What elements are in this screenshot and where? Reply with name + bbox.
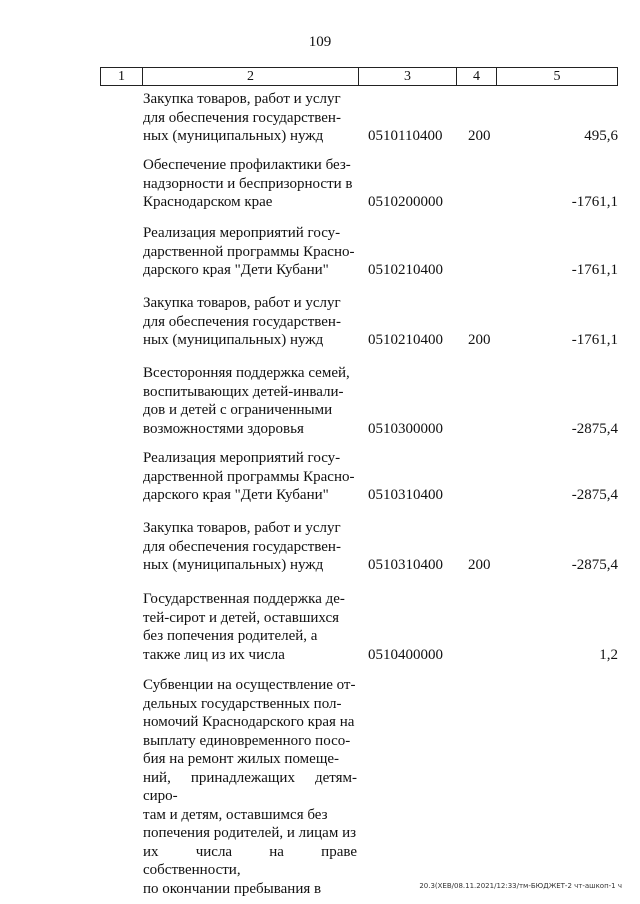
description-line: бия на ремонт жилых помеще- (143, 751, 340, 767)
description-line: дарственной программы Красно- (143, 243, 355, 260)
description-line: Краснодарском крае (143, 194, 273, 210)
row-amount: -1761,1 (571, 194, 618, 210)
column-header-3: 3 (359, 68, 457, 85)
description-line: ний, принадлежащих детям-сиро- (143, 769, 357, 804)
row-code: 0510210400 (368, 332, 443, 348)
description-line: дарственной программы Красно- (143, 468, 355, 485)
description-line: для обеспечения государствен- (143, 109, 341, 126)
description-line: там и детям, оставшимся без (143, 806, 328, 823)
column-header-5: 5 (553, 69, 561, 84)
description-line: тей-сирот и детей, оставшихся (143, 609, 340, 626)
row-description (143, 676, 357, 898)
row-amount: 495,6 (584, 128, 618, 144)
description-line: ных (муниципальных) нужд (143, 557, 324, 573)
row-description (143, 364, 357, 438)
description-line: Обеспечение профилактики без- (143, 157, 351, 173)
row-code: 0510310400 (368, 487, 443, 503)
column-header-1: 1 (101, 68, 143, 85)
description-line: Реализация мероприятий госу- (143, 225, 341, 241)
description-line: дарского края "Дети Кубани" (143, 262, 329, 278)
description-line: для обеспечения государствен- (143, 313, 341, 330)
description-line: ных (муниципальных) нужд (143, 332, 324, 348)
description-line: номочий Краснодарского края на (143, 714, 355, 730)
row-code: 0510200000 (368, 194, 443, 210)
description-line: возможностями здоровья (143, 420, 304, 437)
description-line: Всесторонняя поддержка семей, (143, 365, 350, 381)
row-code: 0510310400 (368, 557, 443, 573)
row-expense-type: 200 (468, 332, 491, 348)
row-expense-type: 200 (468, 128, 491, 144)
description-line: Закупка товаров, работ и услуг (143, 295, 341, 311)
row-code: 0510400000 (368, 646, 443, 663)
description-line: ных (муниципальных) нужд (143, 128, 324, 144)
row-description (143, 519, 357, 575)
row-description (143, 449, 357, 505)
row-code: 0510210400 (368, 262, 443, 278)
description-line: дов и детей с ограниченными (143, 402, 333, 418)
row-description (143, 294, 357, 350)
description-line: Государственная поддержка де- (143, 591, 345, 607)
row-expense-type: 200 (468, 557, 491, 573)
row-amount: -2875,4 (571, 420, 618, 437)
row-description (143, 156, 357, 212)
description-line: Закупка товаров, работ и услуг (143, 520, 341, 536)
row-amount: -2875,4 (571, 557, 618, 573)
description-line: без попечения родителей, а (143, 628, 318, 644)
description-line: Реализация мероприятий госу- (143, 450, 341, 466)
column-header-4: 4 (457, 68, 497, 85)
description-line: дарского края "Дети Кубани" (143, 487, 329, 503)
row-amount: -1761,1 (571, 262, 618, 278)
table-header (100, 67, 618, 86)
row-description (143, 90, 357, 146)
description-line: попечения родителей, и лицам из (143, 825, 357, 841)
description-line: также лиц из их числа (143, 646, 285, 663)
description-line: по окончании пребывания в (143, 880, 322, 897)
description-line: для обеспечения государствен- (143, 538, 341, 555)
row-amount: -1761,1 (571, 332, 618, 348)
row-code: 0510300000 (368, 420, 443, 437)
footer-stamp: 20.3(XEB/08.11.2021/12:33/тм-БЮДЖЕТ-2 чт-ашкоп-1 ч (419, 882, 622, 890)
row-amount: -2875,4 (571, 487, 618, 503)
column-header-2: 2 (143, 68, 359, 85)
description-line: надзорности и беспризорности в (143, 175, 353, 192)
description-line: дельных государственных пол- (143, 695, 342, 712)
page-number: 109 (308, 34, 332, 50)
description-line: Субвенции на осуществление от- (143, 677, 356, 693)
row-description (143, 224, 357, 280)
description-line: воспитывающих детей-инвали- (143, 383, 344, 400)
row-code: 0510110400 (368, 128, 443, 144)
description-line: их числа на праве собственности, (143, 843, 357, 878)
description-line: выплату единовременного посо- (143, 732, 351, 749)
row-description (143, 590, 357, 664)
row-amount: 1,2 (599, 646, 618, 663)
description-line: Закупка товаров, работ и услуг (143, 91, 341, 107)
